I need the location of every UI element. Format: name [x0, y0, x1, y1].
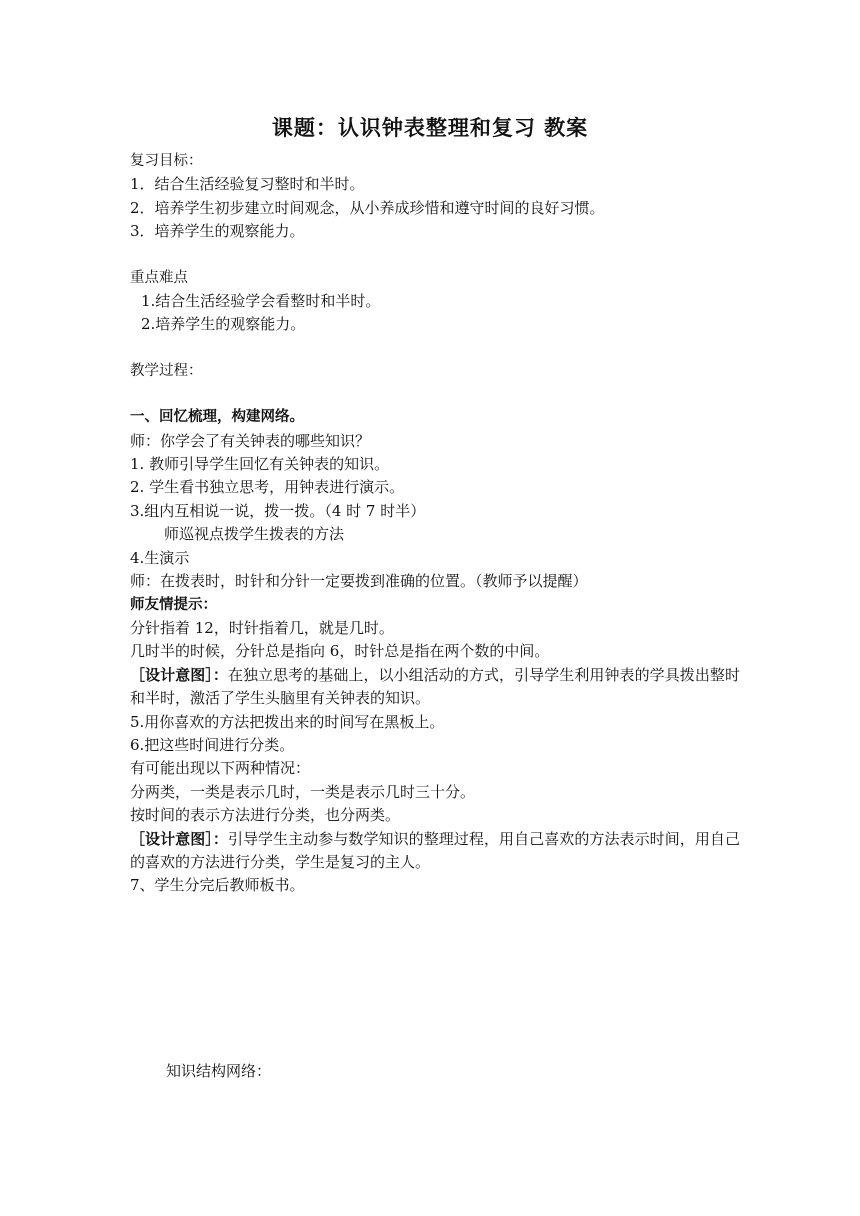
objective-item: 3．培养学生的观察能力。 [130, 222, 305, 241]
spacer [130, 383, 740, 406]
process-step: 有可能出现以下两种情况： [130, 759, 311, 778]
process-step: 6.把这些时间进行分类。 [130, 735, 295, 754]
design-intent-text: 在独立思考的基础上，以小组活动的方式，引导学生利用钟表的学具拨出整时和半时，激活了学生头脑里有关钟表的知识。 [130, 665, 740, 708]
knowledge-network-label: 知识结构网络： [166, 1062, 272, 1080]
process-heading: 教学过程： [130, 362, 203, 379]
key-points-heading: 重点难点 [130, 269, 188, 286]
objective-item: 1．结合生活经验复习整时和半时。 [130, 175, 365, 194]
objective-item: 2．培养学生初步建立时间观念，从小养成珍惜和遵守时间的良好习惯。 [130, 198, 605, 217]
process-line: 师：你学会了有关钟表的哪些知识？ [130, 431, 371, 450]
process-line: 师：在拨表时，时针和分针一定要拨到准确的位置。（教师予以提醒） [130, 572, 588, 591]
process-step: 5.用你喜欢的方法把拨出来的时间写在黑板上。 [130, 712, 445, 731]
page-title: 课题：认识钟表整理和复习 教案 [271, 116, 589, 140]
process-step: 分两类，一类是表示几时，一类是表示几时三十分。 [130, 782, 476, 801]
process-line: 1. 教师引导学生回忆有关钟表的知识。 [130, 455, 390, 474]
design-intent-paragraph [130, 664, 740, 711]
design-intent-text: 引导学生主动参与数学知识的整理过程，用自己喜欢的方法表示时间，用自己的喜欢的方法进行分类，学生是复习的主人。 [130, 829, 740, 871]
process-step: 按时间的表示方法进行分类，也分两类。 [130, 806, 401, 825]
key-point-item: 2.培养学生的观察能力。 [141, 315, 306, 334]
process-line: 4.生演示 [130, 548, 190, 567]
spacer [130, 244, 740, 267]
tip-heading: 师友情提示： [130, 596, 217, 613]
key-point-item: 1.结合生活经验学会看整时和半时。 [141, 292, 381, 311]
tip-line: 分针指着 12，时针指着几，就是几时。 [130, 618, 394, 637]
design-intent-label: ［设计意图］： [130, 829, 228, 848]
section-heading: 一、回忆梳理，构建网络。 [130, 409, 304, 426]
process-line: 2. 学生看书独立思考，用钟表进行演示。 [130, 478, 405, 497]
objectives-heading: 复习目标： [130, 153, 203, 169]
design-intent-paragraph [130, 828, 740, 875]
process-line: 3.组内互相说一说，拨一拨。（4 时 7 时半） [130, 501, 426, 520]
document-body [130, 150, 740, 898]
process-line: 师巡视点拨学生拨表的方法 [164, 525, 345, 544]
final-step: 7、学生分完后教师板书。 [130, 876, 305, 895]
spacer [130, 337, 740, 360]
tip-line: 几时半的时候，分针总是指向 6，时针总是指在两个数的中间。 [130, 642, 550, 661]
design-intent-label: ［设计意图］： [130, 665, 228, 684]
